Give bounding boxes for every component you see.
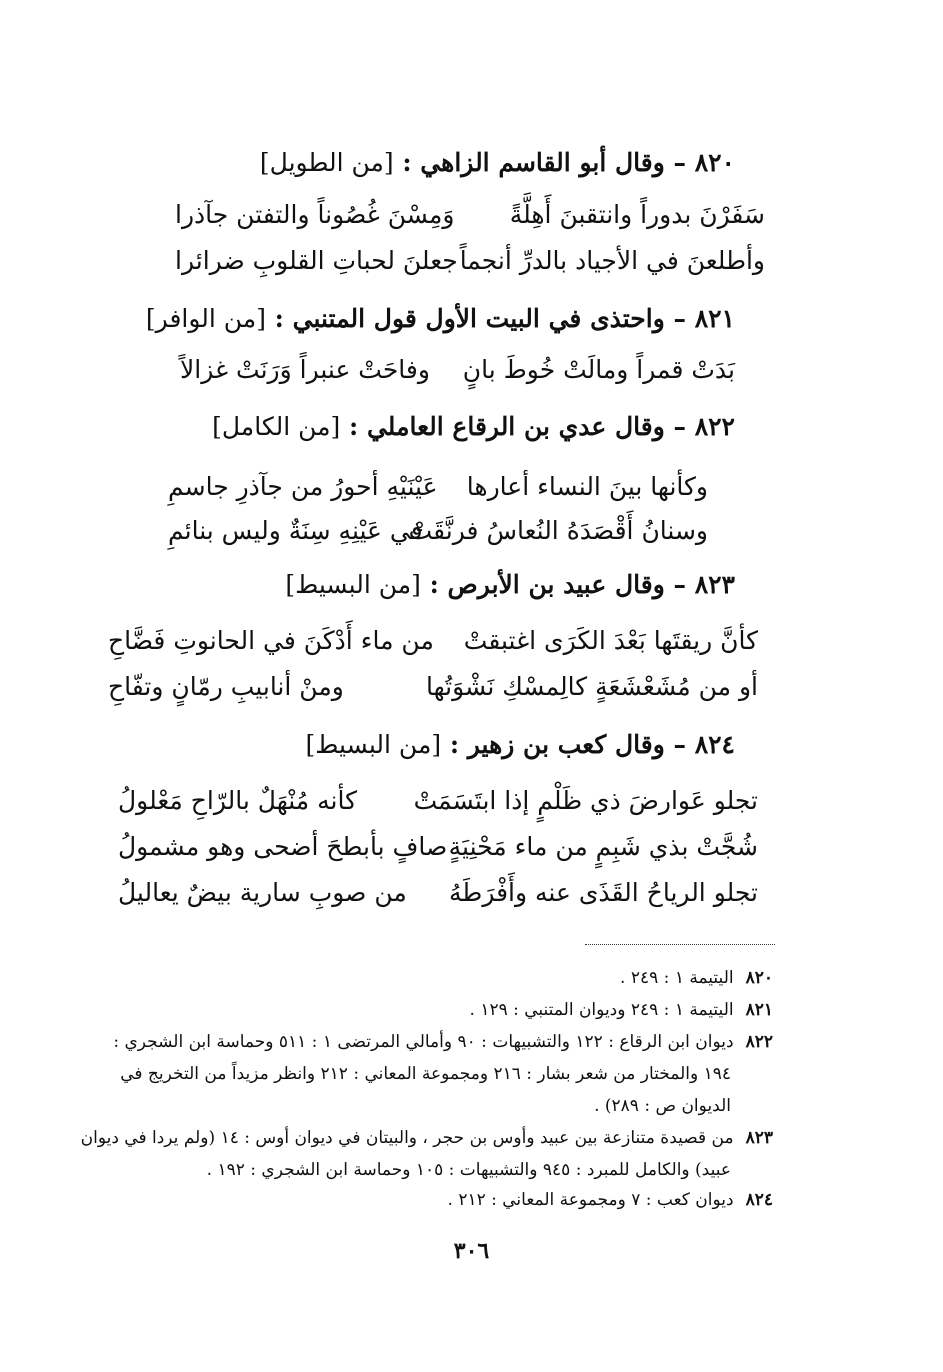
verse-line — [175, 200, 765, 236]
heading-text: – وقال أبو القاسم الزاهي : — [402, 148, 686, 177]
footnote-number: ٨٢٤ — [745, 1190, 773, 1210]
footnote-text: ديوان ابن الرقاع : ١٢٢ والتشبيهات : ٩٠ وأمالي المرتضى ١ : ٥١١ وحماسة ابن الشجري : — [113, 1032, 734, 1052]
hemistich-second: من ماء أَدْكَنَ في الحانوتِ فَضَّاحِ — [108, 626, 434, 655]
footnote-text: ديوان كعب : ٧ ومجموعة المعاني : ٢١٢ . — [447, 1190, 734, 1210]
poem-heading-820 — [260, 148, 735, 177]
hemistich-first: تجلو الرياحُ القَذَى عنه وأَفْرَطَهُ — [449, 878, 758, 907]
verse-line — [175, 246, 765, 282]
hemistich-first: شُجَّتْ بذي شَبِمٍ من ماء مَحْنِيَةٍ — [448, 832, 758, 861]
verse-line — [118, 786, 758, 822]
meter-label: [من البسيط] — [285, 570, 421, 599]
verse-line — [168, 472, 708, 508]
entry-number: ٨٢٠ — [694, 148, 735, 177]
footnote-number: ٨٢٠ — [745, 968, 773, 988]
footnote-continuation: عبيد) والكامل للمبرد : ٩٤٥ والتشبيهات : ١٠٥ وحماسة ابن الشجري : ١٩٢ . — [206, 1160, 731, 1180]
footnote-820 — [620, 968, 773, 988]
heading-text: – واحتذى في البيت الأول قول المتنبي : — [274, 304, 686, 333]
footnote-number: ٨٢٢ — [745, 1032, 773, 1052]
poem-heading-823 — [285, 570, 735, 599]
entry-number: ٨٢١ — [694, 304, 735, 333]
footnote-text: اليتيمة ١ : ٢٤٩ وديوان المتنبي : ١٢٩ . — [469, 1000, 734, 1020]
heading-text: – وقال عبيد بن الأبرص : — [429, 570, 686, 599]
footnote-text: من قصيدة متنازعة بين عبيد وأوس بن حجر ، والبيتان في ديوان أوس : ١٤ (ولم يردا في ديوان — [80, 1128, 734, 1148]
hemistich-second: عَيْنَيْهِ أحورُ من جآذرِ جاسمِ — [168, 472, 438, 501]
hemistich-second: وفاحَتْ عنبراً وَرَنَتْ غزالاً — [180, 355, 430, 384]
meter-label: [من البسيط] — [305, 730, 442, 759]
entry-number: ٨٢٤ — [694, 730, 735, 759]
footnote-continuation: ١٩٤ والمختار من شعر بشار : ٢١٦ ومجموعة المعاني : ٢١٢ وانظر مزيداً من التخريج في — [120, 1064, 731, 1084]
hemistich-second: في عَيْنِهِ سِنَةٌ وليس بنائمِ — [168, 516, 423, 545]
hemistich-first: كأنَّ ريقتَها بَعْدَ الكَرَى اغتبقتْ — [463, 626, 758, 655]
page-number: ٣٠٦ — [453, 1238, 490, 1264]
hemistich-first: بَدَتْ قمراً ومالَتْ خُوطَ بانٍ — [462, 355, 735, 384]
heading-text: – وقال كعب بن زهير : — [449, 730, 686, 759]
meter-label: [من الكامل] — [212, 412, 341, 441]
hemistich-first: وأطلعنَ في الأجياد بالدرِّ أنجماً — [459, 246, 765, 275]
poem-heading-822 — [212, 412, 735, 441]
verse-line — [118, 878, 758, 914]
meter-label: [من الوافر] — [145, 304, 266, 333]
footnote-continuation: الديوان ص : ٢٨٩) . — [594, 1096, 731, 1116]
entry-number: ٨٢٣ — [694, 570, 735, 599]
entry-number: ٨٢٢ — [694, 412, 735, 441]
hemistich-second: صافٍ بأبطحَ أضحى وهو مشمولُ — [118, 832, 448, 861]
verse-line — [118, 832, 758, 868]
hemistich-second: من صوبِ سارية بيضٌ يعاليلُ — [118, 878, 407, 907]
verse-line — [168, 516, 708, 552]
hemistich-first: وسنانُ أَقْصَدَهُ النُعاسُ فرنَّقَتْ — [408, 516, 708, 545]
poem-heading-821 — [146, 304, 735, 333]
footnote-number: ٨٢٣ — [745, 1128, 773, 1148]
meter-label: [من الطويل] — [259, 148, 394, 177]
hemistich-first: أو من مُشَعْشَعَةٍ كالِمسْكِ نَشْوَتُها — [426, 672, 758, 701]
hemistich-first: وكأنها بينَ النساء أعارها — [466, 472, 708, 501]
hemistich-first: سَفَرْنَ بدوراً وانتقبنَ أَهِلَّةً — [509, 200, 765, 229]
footnote-text: اليتيمة ١ : ٢٤٩ . — [620, 968, 734, 988]
footnote-number: ٨٢١ — [745, 1000, 773, 1020]
verse-line — [108, 626, 758, 662]
poem-heading-824 — [306, 730, 735, 759]
footnote-divider — [585, 944, 775, 945]
verse-line — [108, 672, 758, 708]
hemistich-second: ومنْ أنابيبِ رمّانٍ وتفّاحِ — [108, 672, 344, 701]
verse-line — [180, 355, 735, 391]
hemistich-second: وَمِسْنَ غُصُوناً والتفتن جآذرا — [175, 200, 455, 229]
footnote-822 — [113, 1032, 773, 1052]
footnote-821 — [470, 1000, 774, 1020]
hemistich-second: كأنه مُنْهَلٌ بالرّاحِ مَعْلولُ — [118, 786, 357, 815]
footnote-823 — [81, 1128, 773, 1148]
footnote-824 — [448, 1190, 774, 1210]
heading-text: – وقال عدي بن الرقاع العاملي : — [349, 412, 686, 441]
hemistich-second: جعلنَ لحباتِ القلوبِ ضرائرا — [175, 246, 458, 275]
hemistich-first: تجلو عَوارضَ ذي ظَلْمٍ إذا ابتَسَمَتْ — [413, 786, 758, 815]
